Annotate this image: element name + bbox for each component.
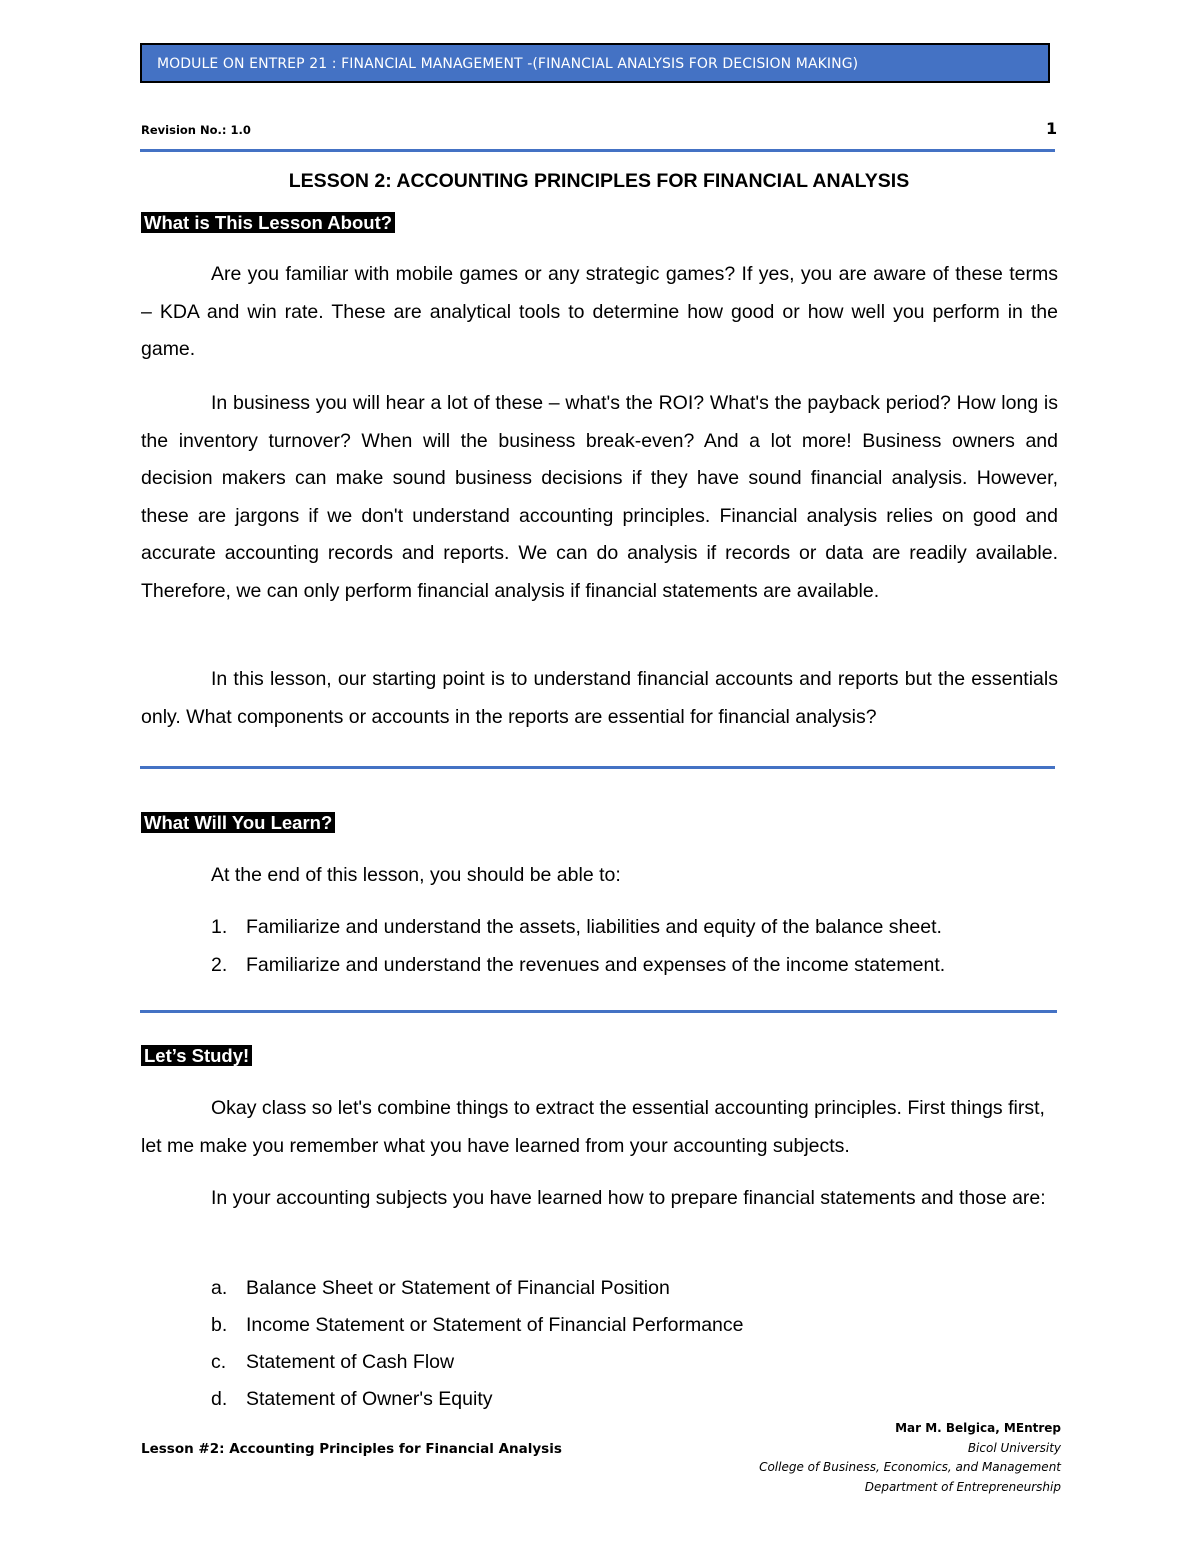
footer-college: College of Business, Economics, and Management: [759, 1460, 1061, 1474]
learn-item-marker: 2.: [211, 954, 228, 976]
learn-divider: [140, 1010, 1057, 1013]
footer-author: Mar M. Belgica, MEntrep: [895, 1421, 1061, 1435]
about-heading: [141, 210, 395, 235]
study-heading: [141, 1043, 252, 1068]
revision-value: 1.0: [230, 123, 251, 137]
study-paragraph-2: In your accounting subjects you have learned how to prepare financial statements and those are:: [211, 1187, 1046, 1209]
study-item-text: Statement of Cash Flow: [246, 1351, 455, 1373]
about-paragraph-3: In this lesson, our starting point is to understand financial accounts and reports but the essentials only. What components or accounts in the reports are essential for financial analysis?: [141, 668, 1058, 728]
study-item-text: Balance Sheet or Statement of Financial Position: [246, 1277, 670, 1299]
revision-info: [141, 123, 251, 137]
study-item-marker: c.: [211, 1351, 227, 1373]
learn-heading: [141, 810, 335, 835]
footer-university: Bicol University: [967, 1440, 1061, 1455]
study-item-marker: a.: [211, 1277, 228, 1299]
about-paragraph-2: In business you will hear a lot of these – what's the ROI? What's the payback period? How long is the inventory turnover? When will the business break-even? And a lot more! Business owners and decision makers can make sound business decisions if they have sound financial analysis. However, these are jargons if we don't understand accounting principles. Financial analysis relies on good and accurate accounting records and reports. We can do analysis if records or data are readily available. Therefore, we can only perform financial analysis if financial statements are available.: [141, 392, 1058, 602]
study-item-marker: d.: [211, 1388, 228, 1410]
learn-item-text: Familiarize and understand the assets, liabilities and equity of the balance sheet.: [246, 916, 942, 938]
study-item-marker: b.: [211, 1314, 228, 1336]
header-divider: [140, 149, 1055, 152]
study-paragraph-1: Okay class so let's combine things to extract the essential accounting principles. First things first, let me make you remember what you have learned from your accounting subjects.: [141, 1097, 1045, 1157]
page-number: 1: [1046, 119, 1058, 138]
about-divider: [140, 766, 1055, 769]
learn-heading-badge: What Will You Learn?: [141, 812, 335, 833]
module-title: MODULE ON ENTREP 21 : FINANCIAL MANAGEMENT -(FINANCIAL ANALYSIS FOR DECISION MAKING): [157, 56, 859, 72]
revision-label: Revision No.:: [141, 123, 227, 137]
about-paragraph-1: Are you familiar with mobile games or any strategic games? If yes, you are aware of these terms – KDA and win rate. These are analytical tools to determine how good or how well you perform in the game.: [141, 263, 1058, 360]
study-item-text: Income Statement or Statement of Financial Performance: [246, 1314, 744, 1336]
learn-intro: At the end of this lesson, you should be able to:: [211, 864, 621, 886]
study-heading-badge: Let’s Study!: [141, 1045, 252, 1066]
learn-item-marker: 1.: [211, 916, 228, 938]
lesson-title: LESSON 2: ACCOUNTING PRINCIPLES FOR FINANCIAL ANALYSIS: [288, 170, 910, 192]
footer-department: Department of Entrepreneurship: [864, 1479, 1061, 1494]
study-item-text: Statement of Owner's Equity: [246, 1388, 493, 1410]
footer-lesson-label: Lesson #2: Accounting Principles for Financial Analysis: [141, 1441, 562, 1457]
about-heading-badge: What is This Lesson About?: [141, 212, 395, 233]
footer-author-block: [700, 1419, 1061, 1497]
learn-item-text: Familiarize and understand the revenues and expenses of the income statement.: [246, 954, 946, 976]
